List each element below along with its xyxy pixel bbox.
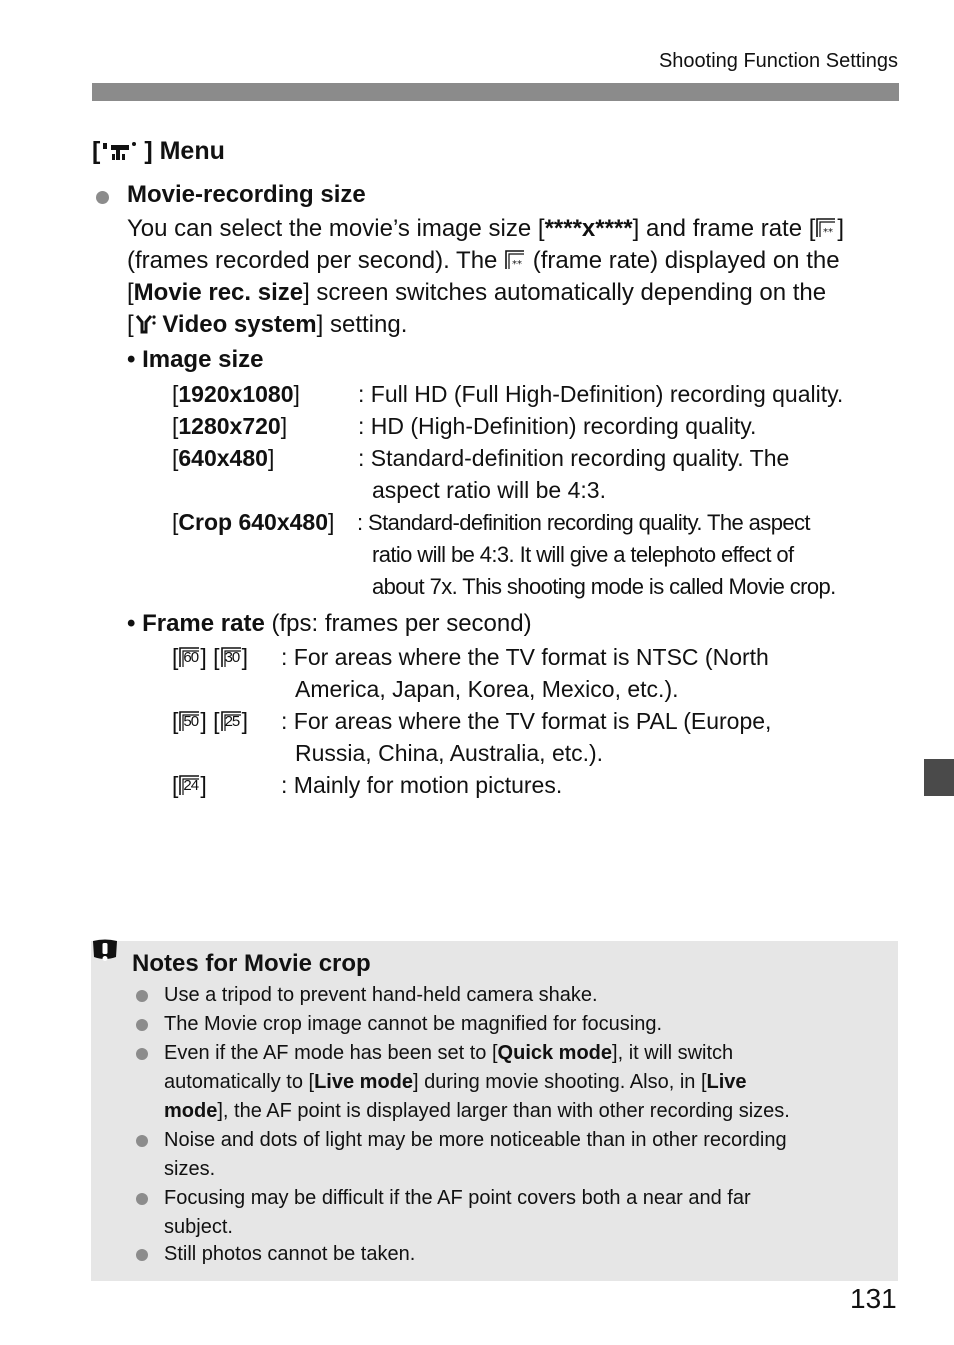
frame-rate-desc: : Mainly for motion pictures.	[281, 772, 563, 798]
frame-rate-heading	[127, 610, 532, 638]
text: Focusing may be difficult if the AF point covers both a near and far	[164, 1187, 751, 1209]
frame-rate-icon	[815, 217, 837, 239]
option-key-label: Crop 640x480	[178, 509, 328, 535]
text: ]	[837, 215, 845, 242]
note-text: The Movie crop image cannot be magnified for focusing.	[164, 1013, 663, 1035]
text: ], the AF point is displayed larger than with other recording sizes.	[217, 1100, 790, 1122]
svg-text:**: **	[512, 259, 523, 270]
para-line-2	[127, 245, 907, 277]
list-bullet	[136, 990, 148, 1002]
list-item	[136, 1184, 876, 1242]
list-bullet	[136, 1048, 148, 1060]
text: subject.	[164, 1216, 233, 1238]
frame-rate-desc: : For areas where the TV format is PAL (Europe,	[281, 708, 772, 734]
frame-rate-keys: [ 24 ]	[172, 772, 207, 798]
svg-text:**: **	[823, 227, 834, 238]
frame-rate-value: 24	[183, 777, 199, 794]
text: ] setting.	[316, 311, 408, 338]
page-number: 131	[850, 1283, 897, 1314]
movie-rec-size-label: Movie rec. size	[133, 279, 304, 306]
frame-rate-value: 25	[224, 713, 240, 730]
option-key: [Crop 640x480]	[172, 509, 335, 535]
movie-size-description	[127, 213, 907, 341]
text: [	[127, 311, 134, 338]
section-title: Shooting Function Settings	[658, 50, 898, 72]
option-key-label: 1280x720	[178, 413, 281, 439]
frame-rate-icon	[504, 249, 526, 271]
video-system-label: Video system	[155, 311, 317, 338]
frame-rate-desc-cont: Russia, China, Australia, etc.).	[295, 740, 604, 766]
notes-title: Notes for Movie crop	[132, 950, 371, 977]
list-item	[136, 981, 876, 1010]
text: ] during movie shooting. Also, in [	[413, 1071, 707, 1093]
frame-rate-icon	[220, 710, 242, 732]
text: automatically to [	[164, 1071, 315, 1093]
para-line-4	[127, 309, 907, 341]
live-mode-label: Live	[706, 1071, 747, 1093]
option-desc-cont: ratio will be 4:3. It will give a telephoto effect of	[372, 542, 794, 567]
option-desc-cont: about 7x. This shooting mode is called Movie crop.	[372, 574, 836, 599]
image-size-heading: • Image size	[127, 346, 264, 373]
note-text: Use a tripod to prevent hand-held camera shake.	[164, 984, 598, 1006]
list-item	[136, 1126, 876, 1184]
text: ] and frame rate [	[632, 215, 816, 242]
option-desc: : Standard-definition recording quality. The aspect	[357, 510, 810, 535]
list-item	[136, 1010, 876, 1039]
option-desc: : Standard-definition recording quality. The	[358, 445, 790, 471]
section-bullet	[96, 191, 109, 204]
note-text	[164, 1039, 876, 1126]
list-bullet	[136, 1193, 148, 1205]
menu-title	[92, 137, 225, 169]
chapter-tab	[924, 759, 954, 796]
option-key-label: 1920x1080	[178, 381, 294, 407]
option-desc: : Full HD (Full High-Definition) recording quality.	[358, 381, 844, 407]
para-line-1	[127, 213, 907, 245]
live-mode-label-cont: mode	[164, 1100, 218, 1122]
option-key-label: 640x480	[178, 445, 268, 471]
list-item	[136, 1240, 876, 1269]
frame-rate-icon	[178, 774, 200, 796]
text: You can select the movie’s image size [	[127, 215, 545, 242]
frame-rate-icon	[178, 710, 200, 732]
frame-rate-value: 60	[183, 649, 199, 666]
text: Noise and dots of light may be more noticeable than in other recording	[164, 1129, 787, 1151]
option-key: [1280x720]	[172, 413, 288, 439]
list-bullet	[136, 1019, 148, 1031]
frame-rate-desc-cont: America, Japan, Korea, Mexico, etc.).	[295, 676, 679, 702]
menu-title-prefix: [	[92, 137, 101, 165]
text: [	[127, 279, 134, 306]
frame-rate-icon	[220, 646, 242, 668]
option-key: [640x480]	[172, 445, 275, 471]
menu-title-suffix: ] Menu	[144, 137, 225, 165]
caution-icon	[90, 939, 120, 972]
frame-rate-value: 30	[224, 649, 240, 666]
movie-size-heading: Movie-recording size	[127, 181, 366, 208]
text: ] screen switches automatically depending on the	[303, 279, 827, 306]
text: Even if the AF mode has been set to [	[164, 1042, 498, 1064]
text: ], it will switch	[612, 1042, 734, 1064]
setup-menu-icon	[134, 311, 156, 338]
frame-rate-heading-rest: (fps: frames per second)	[264, 610, 532, 637]
frame-rate-heading-bold: • Frame rate	[127, 610, 265, 637]
movie-menu-icon	[102, 140, 142, 169]
text: sizes.	[164, 1158, 216, 1180]
note-text	[164, 1184, 876, 1242]
frame-rate-keys: [ 60 ] [ 30 ]	[172, 644, 248, 670]
live-mode-label: Live mode	[314, 1071, 413, 1093]
frame-rate-value: 50	[183, 713, 199, 730]
list-bullet	[136, 1249, 148, 1261]
option-desc: : HD (High-Definition) recording quality.	[358, 413, 757, 439]
option-desc-cont: aspect ratio will be 4:3.	[372, 477, 606, 503]
frame-rate-keys: [ 50 ] [ 25 ]	[172, 708, 248, 734]
text: (frame rate) displayed on the	[526, 247, 840, 274]
text: (frames recorded per second). The	[127, 247, 505, 274]
frame-rate-icon	[178, 646, 200, 668]
frame-rate-desc: : For areas where the TV format is NTSC (North	[281, 644, 769, 670]
list-bullet	[136, 1135, 148, 1147]
para-line-3	[127, 277, 907, 309]
note-text	[164, 1126, 876, 1184]
image-size-placeholder: ****x****	[544, 215, 633, 242]
note-text: Still photos cannot be taken.	[164, 1243, 416, 1265]
option-key: [1920x1080]	[172, 381, 300, 407]
quick-mode-label: Quick mode	[497, 1042, 613, 1064]
header-bar	[92, 83, 899, 101]
list-item	[136, 1039, 876, 1126]
